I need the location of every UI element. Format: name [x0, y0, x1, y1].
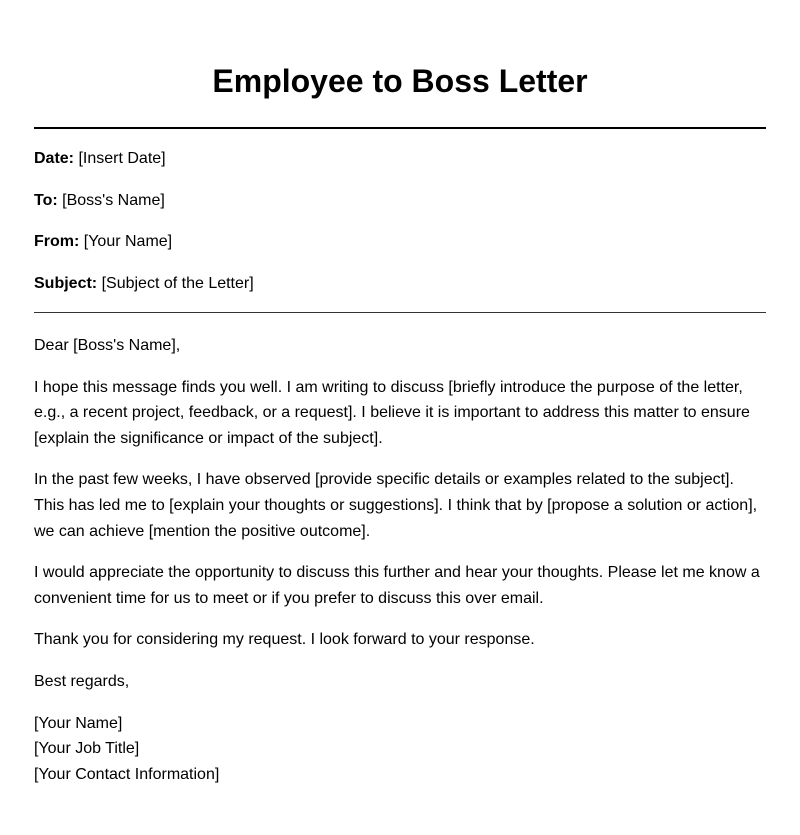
closing: Best regards, [34, 672, 130, 690]
body-paragraph: I hope this message finds you well. I am writing to discuss [briefly introduce the purpose of the letter, e.g., a recent project, feedback, or a request]. I believe it is important to address this matter to ensure [explain the significance or impact of the subject]. [34, 378, 750, 447]
body-paragraph: Thank you for considering my request. I look forward to your response. [34, 631, 535, 649]
header-divider [34, 312, 766, 313]
page-title: Employee to Boss Letter [212, 63, 588, 99]
date-value: [Insert Date] [78, 150, 166, 167]
subject-field [34, 275, 766, 293]
subject-label: Subject: [34, 274, 98, 292]
from-value: [Your Name] [83, 233, 173, 250]
subject-value: [Subject of the Letter] [101, 274, 254, 292]
body-paragraph: In the past few weeks, I have observed [provide specific details or examples related to the subject]. This has led me to [explain your thoughts or suggestions]. I think that by [propose a solution or action], we can achieve [mention the positive outcome]. [34, 471, 758, 540]
body-paragraph: I would appreciate the opportunity to discuss this further and hear your thoughts. Please let me know a convenient time for us to meet or if you prefer to discuss this over email. [34, 564, 760, 607]
from-label: From: [34, 233, 80, 250]
signature-name: [Your Name] [34, 714, 123, 732]
date-label: Date: [34, 150, 75, 167]
salutation: Dear [Boss's Name], [34, 337, 181, 354]
signature-job-title: [Your Job Title] [34, 740, 140, 758]
to-label: To: [34, 191, 58, 209]
signature-block [34, 711, 766, 788]
letter-body [34, 333, 766, 787]
date-field [34, 150, 766, 168]
signature-contact: [Your Contact Information] [34, 765, 220, 783]
title-divider [34, 127, 766, 129]
to-value: [Boss's Name] [62, 191, 165, 209]
to-field [34, 192, 766, 210]
letter-header-fields [34, 150, 766, 293]
from-field [34, 233, 766, 251]
